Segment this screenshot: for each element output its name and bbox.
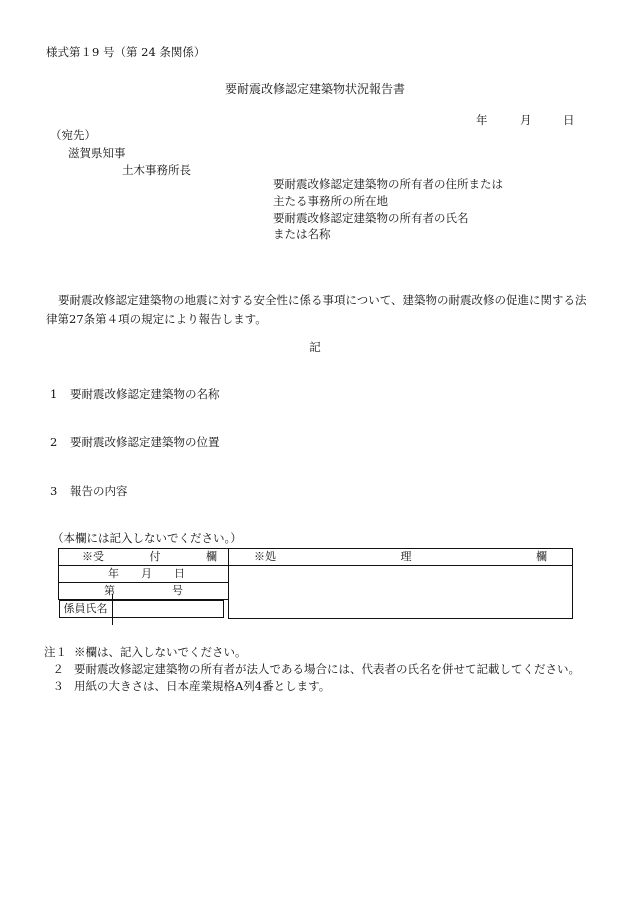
- report-body-text: 要耐震改修認定建築物の地震に対する安全性に係る事項について、建築物の耐震改修の促進に関する法律第27条第４項の規定により報告します。: [46, 293, 587, 326]
- owner-title-line: または名称: [273, 227, 331, 241]
- owner-name-line: 要耐震改修認定建築物の所有者の氏名: [273, 211, 469, 225]
- date-year-label: 年: [476, 113, 488, 127]
- item-number: 2: [50, 435, 58, 449]
- item-label: 要耐震改修認定建築物の位置: [70, 435, 220, 449]
- owner-office-line: 主たる事務所の所在地: [273, 194, 388, 208]
- table-note: （本欄には記入しないでください。）: [52, 531, 242, 545]
- item-label: 要耐震改修認定建築物の名称: [70, 387, 220, 401]
- item-building-location: [50, 437, 220, 449]
- item-label: 報告の内容: [70, 484, 128, 498]
- staff-name-label: 係員氏名: [60, 594, 113, 625]
- addressee-label: （宛先）: [50, 128, 96, 142]
- staff-name-row: [59, 600, 224, 618]
- processing-area: [229, 566, 573, 619]
- office-use-table: [58, 548, 573, 619]
- item-number: 3: [50, 484, 58, 498]
- reception-number-row: 第 号: [59, 583, 229, 600]
- item-report-content: [50, 486, 128, 498]
- reception-header: ※受 付 欄: [59, 549, 229, 566]
- note-3: ３ 用紙の大きさは、日本産業規格A列4番とします。: [52, 679, 331, 693]
- ki-heading: 記: [309, 340, 321, 354]
- addressee-office: 土木事務所長: [122, 163, 191, 177]
- owner-address-line: 要耐震改修認定建築物の所有者の住所または: [273, 177, 503, 191]
- document-title: 要耐震改修認定建築物状況報告書: [224, 82, 405, 96]
- form-number: 様式第１9 号（第 24 条関係）: [46, 45, 206, 59]
- item-number: 1: [50, 387, 58, 401]
- processing-header: ※処 理 欄: [229, 549, 573, 566]
- addressee-governor: 滋賀県知事: [68, 146, 126, 160]
- date-month-label: 月: [520, 113, 532, 127]
- date-day-label: 日: [563, 113, 575, 127]
- reception-date-row: 年 月 日: [59, 566, 229, 583]
- note-1: 注１ ※欄は、記入しないでください。: [44, 645, 247, 659]
- note-2: ２ 要耐震改修認定建築物の所有者が法人である場合には、代表者の氏名を併せて記載してください。: [52, 662, 580, 676]
- item-building-name: [50, 389, 220, 401]
